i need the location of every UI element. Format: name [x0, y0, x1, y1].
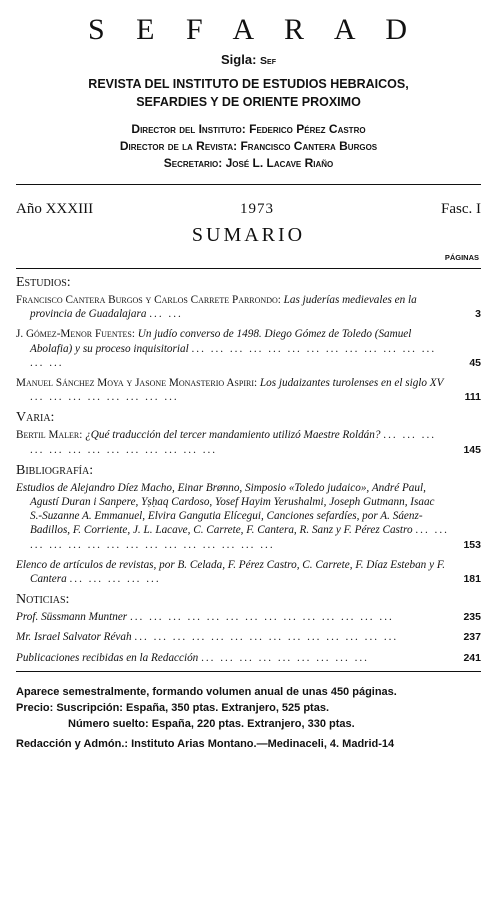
footer-divider [16, 671, 481, 672]
dot-leader: ... ... ... ... ... [69, 573, 161, 586]
issue-meta [16, 201, 481, 218]
toc-entry [16, 630, 481, 644]
toc-entry-text [16, 651, 449, 665]
toc-entry [16, 327, 481, 370]
entry-title: Las juderías medievales en la provincia de Guadalajara [30, 294, 417, 321]
entry-title: Elenco de artículos de revistas, por B. Celada, F. Pérez Castro, C. Carrete, F. Díaz Esteban y F. Cantera [16, 558, 446, 586]
entry-title: Mr. Israel Salvator Révah [16, 631, 132, 644]
dot-leader: ... ... ... ... ... ... ... ... ... [201, 651, 369, 664]
contents-heading: SUMARIO [191, 224, 306, 246]
entry-page-number: 241 [463, 651, 481, 664]
toc-entry [16, 481, 481, 552]
toc-entry [16, 293, 481, 321]
editorial-address: Redacción y Admón.: Instituto Arias Montano.—Medinaceli, 4. Madrid-14 [16, 737, 395, 750]
director-instituto: Director del Instituto: Federico Pérez Castro [131, 122, 366, 136]
single-issue-price: Número suelto: España, 220 ptas. Extranjero, 330 ptas. [68, 717, 355, 730]
staff-list [16, 121, 481, 172]
toc-entry [16, 376, 481, 404]
sigla-value: Sef [260, 55, 276, 67]
toc-entry [16, 610, 481, 624]
entry-page-number: 237 [463, 631, 481, 644]
section-heading: Estudios: [16, 275, 71, 290]
dot-leader: ... ... ... ... ... ... ... ... [30, 391, 179, 404]
entry-title: Publicaciones recibidas en la Redacción [16, 651, 199, 664]
entry-title: Los judaizantes turolenses en el siglo XV [259, 377, 444, 390]
entry-page-number: 145 [463, 443, 481, 456]
secretario: Secretario: José L. Lacave Riaño [163, 156, 334, 170]
toc-entry-text [16, 428, 449, 456]
section-heading: Varia: [16, 410, 55, 426]
entry-author: Bertil Maler: [16, 429, 83, 442]
entry-page-number: 3 [475, 308, 481, 321]
entry-page-number: 45 [469, 356, 481, 369]
entry-page-number: 181 [463, 573, 481, 586]
periodicity-note: Aparece semestralmente, formando volumen anual de unas 450 páginas. [16, 685, 397, 698]
volume-label: Año XXXIII [16, 201, 94, 217]
dot-leader: ... ... ... ... ... ... ... ... ... ... ... ... ... [30, 429, 437, 456]
journal-subtitle [16, 75, 481, 111]
section-heading: Bibliografía: [16, 462, 94, 478]
dot-leader: ... ... [149, 308, 183, 321]
toc-entry-text [16, 630, 449, 644]
table-of-contents [16, 275, 481, 665]
contents-divider [16, 268, 481, 269]
toc-entry [16, 558, 481, 586]
entry-title: Un judío converso de 1498. Diego Gómez de Toledo (Samuel Abolafia) y su proceso inquisitorial [30, 328, 412, 355]
toc-entry [16, 428, 481, 456]
subtitle-line-1: REVISTA DEL INSTITUTO DE ESTUDIOS HEBRAICOS, [88, 77, 409, 91]
subtitle-line-2: SEFARDIES Y DE ORIENTE PROXIMO [136, 95, 361, 109]
dot-leader: ... ... ... ... ... ... ... ... ... ... ... ... ... ... ... [30, 524, 449, 551]
publication-info [16, 684, 481, 752]
entry-page-number: 235 [463, 611, 481, 624]
sigla-label: Sigla: [221, 52, 257, 67]
dot-leader: ... ... ... ... ... ... ... ... ... ... ... ... ... ... ... [30, 342, 437, 369]
header-divider [16, 184, 481, 185]
entry-title: Prof. Süssmann Muntner [16, 611, 128, 624]
journal-sigla [16, 52, 481, 67]
dot-leader: ... ... ... ... ... ... ... ... ... ... ... ... ... ... [134, 631, 399, 644]
journal-title: S E F A R A D [87, 13, 420, 46]
subscription-price: Precio: Suscripción: España, 350 ptas. Extranjero, 525 ptas. [16, 701, 330, 714]
entry-author: Francisco Cantera Burgos y Carlos Carrete Parrondo: [16, 294, 281, 306]
toc-entry-text [16, 376, 449, 404]
pages-column-label: PÁGINAS [444, 253, 479, 262]
entry-title: Estudios de Alejandro Díez Macho, Einar Brønno, Simposio «Toledo judaico», André Paul, Agustí Duran i Sanpere, Yṣḥaq Cardoso, Yosef Hayim Yerushalmi, Joseph Gutmann, Isaac S.-Suzanne A. Emmanuel, Elvira Gangutia Elícegui, Canciones sefardíes, por A. Sáenz-Badillos, F. Corriente, J. L. Lacave, C. Carrete, F. Cantera, R. Sanz y F. Pérez Castro [16, 481, 435, 537]
toc-entry-text [16, 558, 449, 586]
entry-author: J. Gómez-Menor Fuentes: [16, 328, 135, 341]
fascicle-label: Fasc. I [440, 201, 481, 217]
issue-year: 1973 [240, 201, 275, 217]
toc-entry-text [16, 610, 449, 624]
dot-leader: ... ... ... ... ... ... ... ... ... ... ... ... ... ... [129, 611, 394, 624]
toc-entry-text [16, 327, 449, 370]
entry-title: ¿Qué traducción del tercer mandamiento utilizó Maestre Roldán? [85, 429, 381, 442]
entry-page-number: 111 [464, 391, 481, 404]
entry-page-number: 153 [463, 538, 481, 551]
entry-author: Manuel Sánchez Moya y Jasone Monasterio Aspiri: [16, 377, 258, 390]
director-revista: Director de la Revista: Francisco Cantera Burgos [119, 139, 378, 153]
toc-entry [16, 651, 481, 665]
toc-entry-text [16, 293, 449, 321]
section-heading: Noticias: [16, 592, 70, 608]
toc-entry-text [16, 481, 449, 552]
